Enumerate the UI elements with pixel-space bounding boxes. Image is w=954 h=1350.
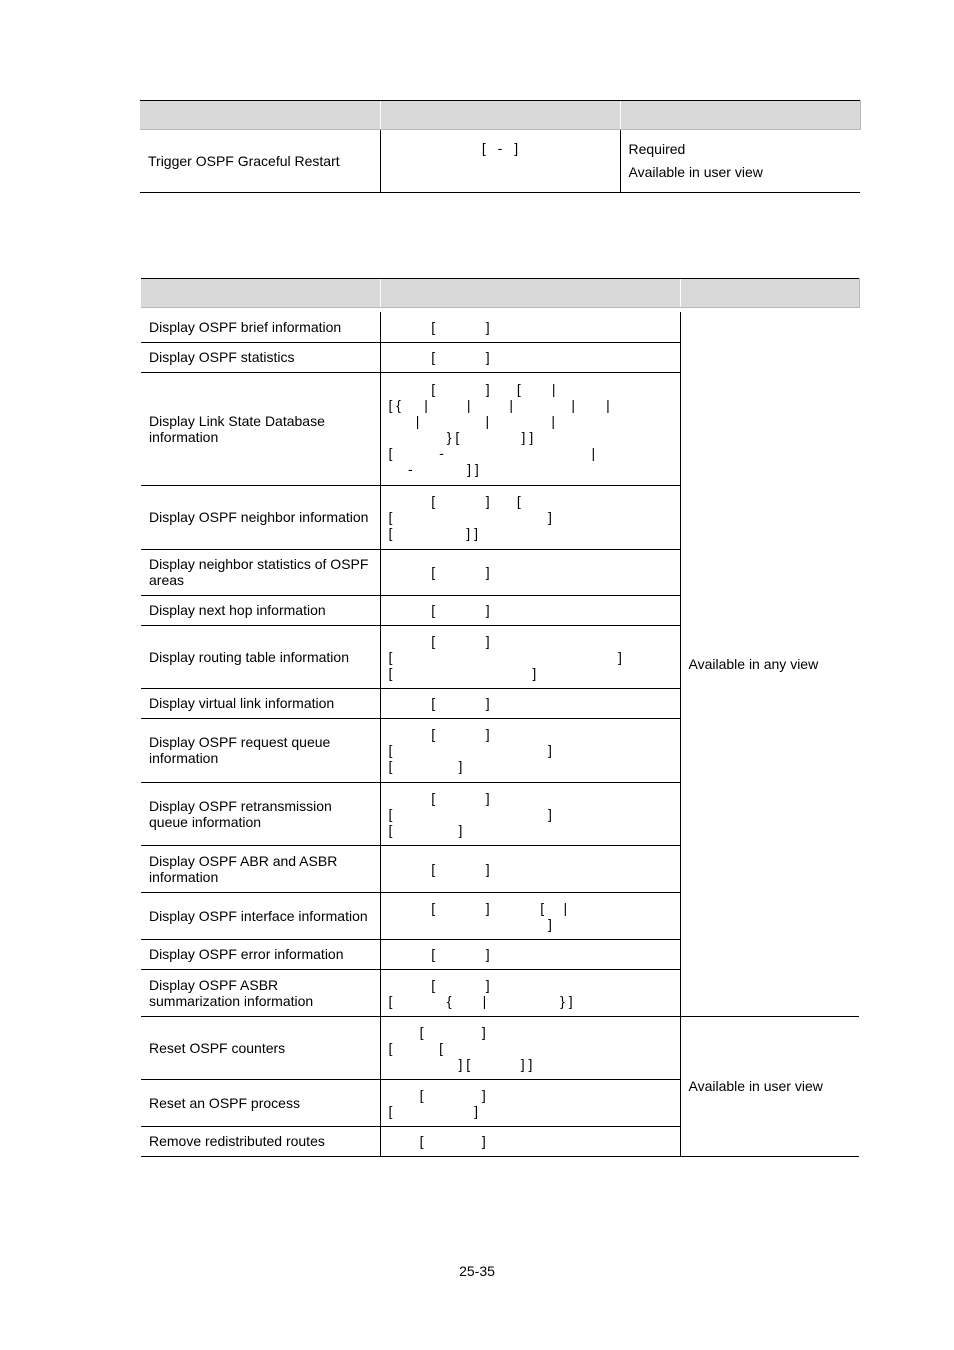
page-number: 25-35 — [459, 1263, 495, 1279]
command-cell — [380, 130, 620, 193]
task-cell: Reset an OSPF process — [141, 1079, 380, 1126]
task-cell: Display OSPF neighbor information — [141, 485, 380, 549]
header-cell-remarks — [620, 101, 860, 130]
command-text: [ ] — [388, 349, 490, 365]
command-cell — [380, 595, 680, 625]
task-cell: Display routing table information — [141, 625, 380, 688]
header-cell-command — [380, 279, 680, 308]
task-cell: Display OSPF ASBR summarization information — [141, 969, 380, 1016]
command-cell — [380, 969, 680, 1016]
command-cell — [380, 1079, 680, 1126]
command-text: [ ] [ ] [ ] — [388, 726, 552, 774]
task-cell: Display OSPF ABR and ASBR information — [141, 845, 380, 892]
command-cell — [380, 718, 680, 782]
table-row — [140, 130, 860, 193]
command-cell — [380, 845, 680, 892]
task-cell: Display virtual link information — [141, 688, 380, 718]
task-cell: Display OSPF statistics — [141, 342, 380, 372]
command-text: [ ] — [388, 946, 490, 962]
task-cell: Display neighbor statistics of OSPF areas — [141, 549, 380, 595]
task-cell: Display OSPF brief information — [141, 312, 380, 342]
task-cell: Display OSPF request queue information — [141, 718, 380, 782]
graceful-restart-table — [140, 100, 861, 193]
command-cell — [380, 782, 680, 845]
command-text: [ ] — [388, 695, 490, 711]
command-cell — [380, 312, 680, 342]
command-cell — [380, 485, 680, 549]
command-cell — [380, 549, 680, 595]
task-cell: Display Link State Database information — [141, 372, 380, 485]
command-text: [ ] [ ] [ ] — [388, 789, 552, 838]
command-text: [ ] — [388, 1133, 486, 1149]
command-text: [ - ] — [481, 140, 519, 156]
command-text: [ ] [ | [ { | | | | | | | | } [ ] ] [ - | - ] ] — [388, 380, 610, 477]
command-text: [ ] — [388, 860, 490, 877]
display-reset-commands-table — [141, 278, 860, 1157]
table-header-row — [141, 279, 859, 308]
table-row — [141, 312, 859, 342]
task-cell: Display OSPF error information — [141, 939, 380, 969]
command-cell — [380, 688, 680, 718]
command-cell — [380, 1126, 680, 1156]
header-cell-remarks — [680, 279, 859, 308]
remarks-cell — [620, 130, 860, 193]
table-header-row — [140, 101, 860, 130]
command-text: [ ] [ | ] — [431, 899, 568, 932]
task-cell: Display OSPF interface information — [141, 892, 380, 939]
header-cell-command — [380, 101, 620, 130]
command-cell — [380, 625, 680, 688]
task-cell: Remove redistributed routes — [141, 1126, 380, 1156]
command-text: [ ] [ ] — [388, 1086, 486, 1119]
command-text: [ ] — [388, 564, 490, 580]
command-cell — [380, 892, 680, 939]
command-cell — [380, 939, 680, 969]
task-cell: Reset OSPF counters — [141, 1016, 380, 1079]
task-cell: Display OSPF retransmission queue information — [141, 782, 380, 845]
command-text: [ ] — [388, 602, 490, 618]
command-text: [ ] [ { | } ] — [388, 976, 573, 1009]
command-cell — [380, 372, 680, 485]
task-cell: Trigger OSPF Graceful Restart — [140, 130, 380, 193]
task-cell: Display next hop information — [141, 595, 380, 625]
command-cell — [380, 1016, 680, 1079]
command-text: [ ] [ [ ] [ ] ] — [388, 1023, 533, 1072]
header-cell-task — [141, 279, 380, 308]
table-row — [141, 1016, 859, 1079]
command-text: [ ] — [388, 318, 490, 335]
command-text: [ ] [ ] [ ] — [388, 632, 622, 681]
remark-required: Required — [628, 141, 686, 157]
remark-view: Available in user view — [628, 164, 763, 180]
header-cell-task — [140, 101, 380, 130]
remarks-cell-any-view: Available in any view — [680, 312, 859, 1016]
remarks-cell-user-view: Available in user view — [680, 1016, 859, 1156]
command-text: [ ] [ [ ] [ ] ] — [388, 493, 552, 541]
command-cell — [380, 342, 680, 372]
